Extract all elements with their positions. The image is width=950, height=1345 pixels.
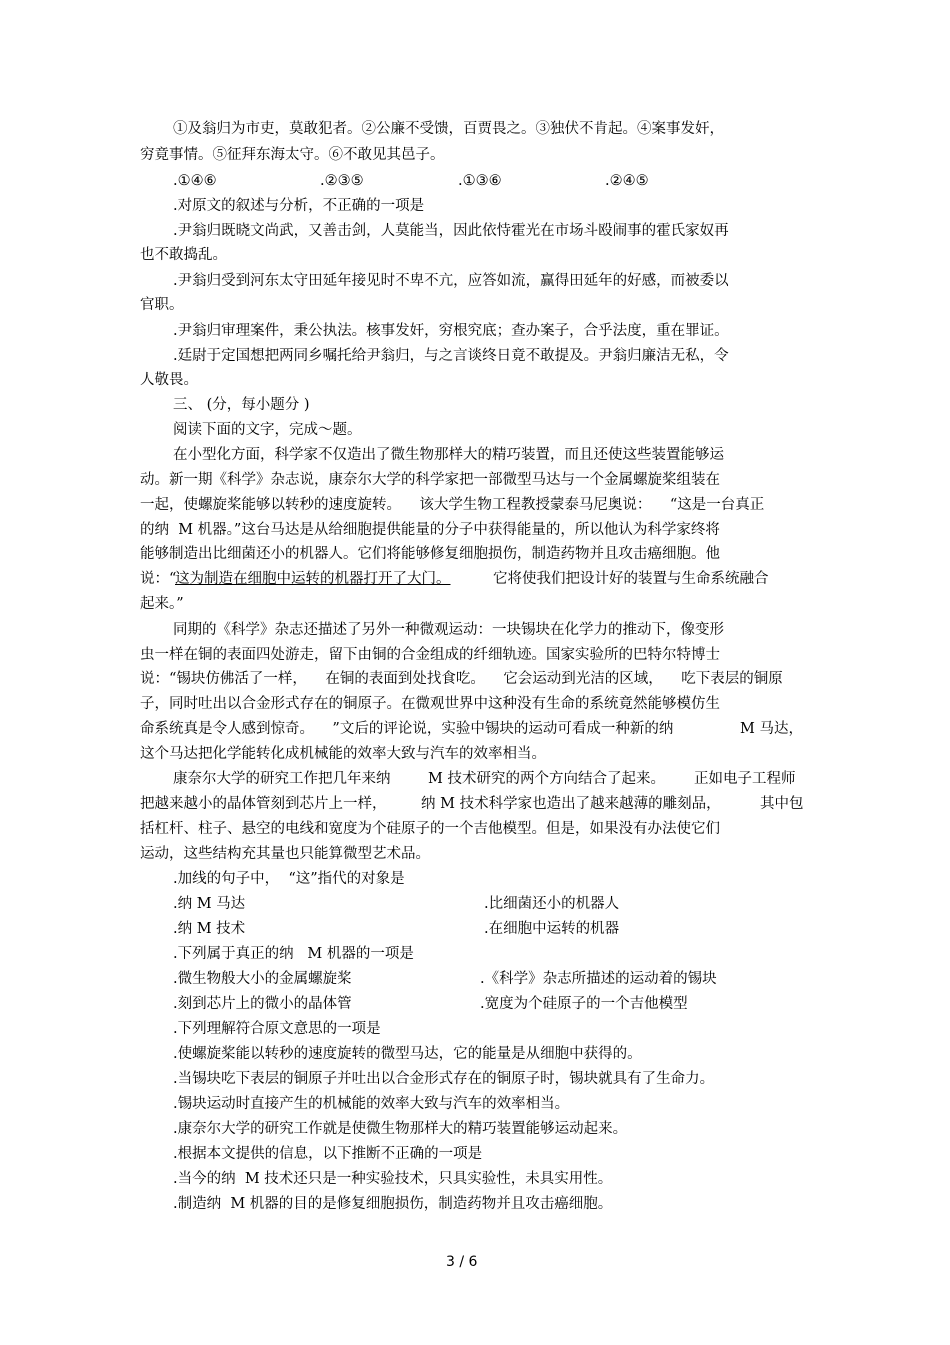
passage-line: 命系统真是令人感到惊奇。 ”文后的评论说，实验中锡块的运动可看成一种新的纳 — [140, 721, 674, 737]
passage-line: M 技术研究的两个方向结合了起来。 — [428, 771, 665, 787]
passage-line: 子，同时吐出以合金形式存在的铜原子。在微观世界中这种没有生命的系统竟然能够模仿生 — [140, 696, 720, 712]
option-c: .刻到芯片上的微小的晶体管 — [173, 996, 352, 1012]
option-b: .②③⑤ — [320, 173, 364, 189]
option-a: .①④⑥ — [173, 173, 217, 189]
option-a: .使螺旋桨能以转秒的速度旋转的微型马达，它的能量是从细胞中获得的。 — [173, 1046, 642, 1062]
passage-line: 在小型化方面，科学家不仅造出了微生物那样大的精巧装置，而且还使这些装置能够运 — [173, 447, 724, 463]
option-d: .在细胞中运转的机器 — [484, 921, 620, 937]
option-b: .当锡块吃下表层的铜原子并吐出以合金形式存在的铜原子时，锡块就具有了生命力。 — [173, 1071, 715, 1087]
question: .根据本文提供的信息，以下推断不正确的一项是 — [173, 1146, 483, 1162]
passage-line: 说：“ — [140, 571, 177, 587]
text-line: 也不敢捣乱。 — [140, 247, 227, 263]
option-a: .当今的纳 M 技术还只是一种实验技术，只具实验性，未具实用性。 — [173, 1171, 613, 1187]
passage-line: 一起，使螺旋桨能够以转秒的速度旋转。 该大学生物工程教授蒙泰马尼奥说： “这是一台真正 — [140, 497, 765, 513]
passage-line: 起来。” — [140, 596, 184, 612]
passage-line: 这个马达把化学能转化成机械能的效率大致与汽车的效率相当。 — [140, 746, 546, 762]
text-line: 人敬畏。 — [140, 372, 198, 388]
text-line: 官职。 — [140, 297, 184, 313]
passage-line: 把越来越小的晶体管刻到芯片上一样， — [140, 796, 387, 812]
text-line: 穷竟事情。⑤征拜东海太守。⑥不敢见其邑子。 — [140, 147, 445, 163]
passage-line: 的纳 M 机器。”这台马达是从给细胞提供能量的分子中获得能量的，所以他认为科学家终将 — [140, 522, 720, 538]
option-c: .纳 M 技术 — [173, 921, 246, 937]
passage-line: M 马达， — [740, 721, 803, 737]
question: .加线的句子中， “这”指代的对象是 — [173, 871, 405, 887]
text-line: ①及翁归为市吏，莫敢犯者。②公廉不受馈，百贾畏之。③独伏不肯起。④案事发奸， — [173, 121, 724, 137]
option-b: .制造纳 M 机器的目的是修复细胞损伤，制造药物并且攻击癌细胞。 — [173, 1196, 613, 1212]
instruction: 阅读下面的文字，完成～题。 — [173, 422, 362, 438]
passage-line: 同期的《科学》杂志还描述了另外一种微观运动：一块锡块在化学力的推动下，像变形 — [173, 622, 724, 638]
underlined-sentence: 这为制造在细胞中运转的机器打开了大门。 — [175, 571, 451, 587]
option-c: .①③⑥ — [458, 173, 502, 189]
text-line: .尹翁归受到河东太守田延年接见时不卑不亢，应答如流，赢得田延年的好感，而被委以 — [173, 273, 729, 289]
passage-line: 运动，这些结构充其量也只能算微型艺术品。 — [140, 846, 430, 862]
option-d: .康奈尔大学的研究工作就是使微生物那样大的精巧装置能够运动起来。 — [173, 1121, 628, 1137]
passage-line: 虫一样在铜的表面四处游走，留下由铜的合金组成的纤细轨迹。国家实验所的巴特尔特博士 — [140, 647, 720, 663]
text-line: .尹翁归既晓文尚武，又善击剑，人莫能当，因此依恃霍光在市场斗殴闹事的霍氏家奴再 — [173, 223, 729, 239]
text-line: .尹翁归审理案件，秉公执法。核事发奸，穷根究底；查办案子，合乎法度，重在罪证。 — [173, 323, 729, 339]
text-line: .廷尉于定国想把两同乡嘱托给尹翁归，与之言谈终日竟不敢提及。尹翁归廉洁无私，令 — [173, 348, 729, 364]
passage-line: 说：“锡块仿佛活了一样， 在铜的表面到处找食吃。 它会运动到光洁的区域， 吃下表层的铜原 — [140, 671, 783, 687]
passage-line: 其中包 — [760, 796, 804, 812]
passage-line: 正如电子工程师 — [694, 771, 796, 787]
question: .下列属于真正的纳 M 机器的一项是 — [173, 946, 414, 962]
question: .下列理解符合原文意思的一项是 — [173, 1021, 381, 1037]
passage-line: 动。新一期《科学》杂志说，康奈尔大学的科学家把一部微型马达与一个金属螺旋桨组装在 — [140, 472, 720, 488]
question: .对原文的叙述与分析，不正确的一项是 — [173, 198, 425, 214]
option-b: .比细菌还小的机器人 — [484, 896, 620, 912]
option-a: .微生物般大小的金属螺旋桨 — [173, 971, 352, 987]
option-c: .锡块运动时直接产生的机械能的效率大致与汽车的效率相当。 — [173, 1096, 570, 1112]
section-heading: 三、 (分，每小题分 ) — [173, 397, 310, 413]
page-number: 3 / 6 — [446, 1254, 478, 1270]
option-d: .②④⑤ — [605, 173, 649, 189]
option-d: .宽度为个硅原子的一个吉他模型 — [480, 996, 688, 1012]
passage-line: 能够制造出比细菌还小的机器人。它们将能够修复细胞损伤，制造药物并且攻击癌细胞。他 — [140, 546, 720, 562]
passage-line: 括杠杆、柱子、悬空的电线和宽度为个硅原子的一个吉他模型。但是，如果没有办法使它们 — [140, 821, 720, 837]
passage-line: 它将使我们把设计好的装置与生命系统融合 — [493, 571, 769, 587]
option-a: .纳 M 马达 — [173, 896, 246, 912]
option-b: .《科学》杂志所描述的运动着的锡块 — [480, 971, 717, 987]
passage-line: 康奈尔大学的研究工作把几年来纳 — [173, 771, 391, 787]
passage-line: 纳 M 技术科学家也造出了越来越薄的雕刻品， — [421, 796, 721, 812]
